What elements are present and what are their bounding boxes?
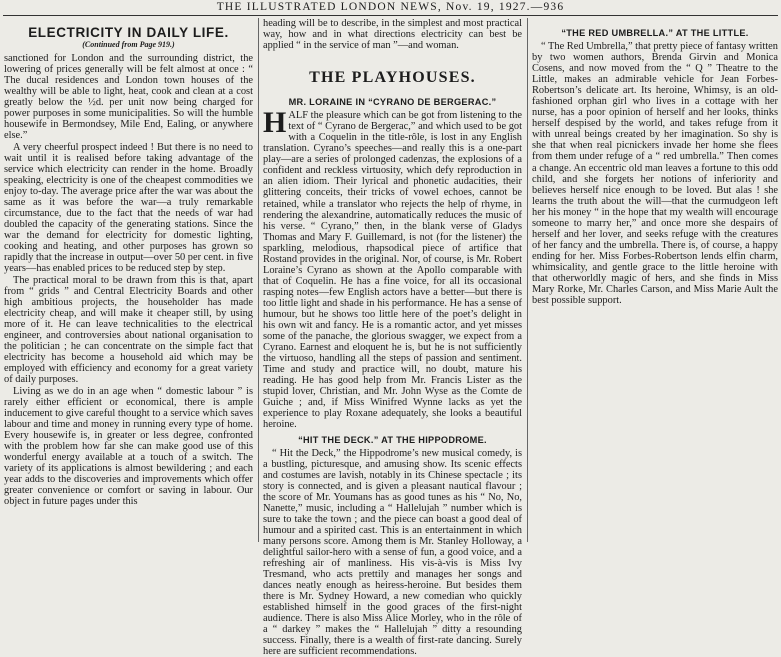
hit-the-deck-review: “ Hit the Deck,” the Hippodrome’s new musical comedy, is a bustling, picturesque, and amusing show. Its scenic effects and costumes are lavish, notably in its Chinese spectacle ; its story is connected, and is given a pleasant nautical flavour ; the score of Mr. Youmans has as good tunes as his “ No, No, Nanette,” music, including a “ Hallelujah ” number which is sure to take the town ; and the piece can boast a good deal of humour and a spirited cast. This is an entertainment in which many persons score. Among them is Mr. Stanley Holloway, a delightful sailor-hero with a sense of fun, a good voice, and a refreshing air of manliness. His vis-à-vis is Miss Ivy Tresmand, who acts prettily and manages her songs and dances neatly enough as heiress-heroine. But besides them there is Mr. Sydney Howard, a new comedian who quickly established himself in the good graces of the first-night audience. There is also Miss Alice Morley, who in the rôle of a “ darkey ” makes the “ Hallelujah ” ditty a resounding success. Finally, there is a wealth of first-rate dancing. Surely here are sufficient recommendations.	[263, 448, 522, 657]
red-umbrella-review: “ The Red Umbrella,” that pretty piece of fantasy written by two women authors, Brenda Girvin and Monica Cosens, and now moved from the “ Q ” Theatre to the Little, makes an admirable vehicle for Jean Forbes-Robertson’s delicate art. Its heroine, Whimsy, is an old-fashioned orphan girl who lives in a cottage with her nurse, has a poor opinion of herself and her looks, thinks herself despised by the world, and takes refuge from it with unreal beings created by her imagination. So shy is she that when real picnickers invade her home she flees from them under refuge of a “ red umbrella.” Then comes a change. An eccentric old man leaves a fortune to this odd child, and she forgets her notions of inferiority and believes herself nice enough to be loved. But alas ! she learns the truth about the will—that the curmudgeon left her his money “ in the hope that my wealth will encourage someone to marry her,” and once more she despairs of herself and her lover, and seeks refuge with the creatures of her fancy and the umbrella. There is, of course, a happy ending for her. Miss Forbes-Robertson lends elfin charm, whimsicality, and gentle grace to the little heroine with that otherworldly magic of hers, and she finds in Miss Mary Rorke, Mr. Charles Carson, and Miss Marie Ault the best possible support.	[532, 41, 778, 306]
electricity-paragraph: heading will be to describe, in the simplest and most practical way, how and in what directions electricity can best be applied “ in the service of man ”—and woman.	[263, 18, 522, 51]
electricity-paragraph: Living as we do in an age when “ domestic labour ” is rarely either efficient or economical, there is ample inducement to give careful thought to a service which saves labour and time and money in running every type of home. Every housewife is, in greater or less degree, confronted with the problem how far she can make good use of this wonderful energy available at a touch of a switch. The variety of its applications is almost bewildering ; and each year adds to the discoveries and improvements which offer greater convenience or comfort or saving in labour. Our object in future pages under this	[4, 386, 253, 508]
electricity-title: ELECTRICITY IN DAILY LIFE.	[4, 25, 253, 40]
column-2	[263, 18, 522, 542]
masthead-rule	[3, 15, 778, 16]
drop-cap: H	[263, 111, 286, 135]
cyrano-heading: MR. LORAINE IN “CYRANO DE BERGERAC.”	[263, 97, 522, 108]
cyrano-text: ALF the pleasure which can be got from listening to the text of “ Cyrano de Bergerac,” and which used to be got with a Coquelin in the title-rôle, is lost in any English translation. Cyrano’s speeches—and really this is a one-part play—are a series of prolonged cadenzas, the explosions of a confident and reckless virtuosity, which defy reproduction in an alien idiom. Their lyrical and phonetic audacities, their glittering conceits, their tricks of vowel echoes, cannot be retained, while a translator who rejects the help of rhyme, in rendering the alexandrine, automatically reduces the music of his verse. “ Cyrano,” then, in the blank verse of Gladys Thomas and Mary F. Guillemard, is not (for the listener) the sparkling, melodious, rhapsodical piece of artifice that Rostand provides in the original. Nor, of course, is Mr. Robert Loraine’s Cyrano as shown at the Apollo comparable with that of Coquelin. He has a fine voice, for all its occasional rasping notes—few English actors have a better—but there is too little light and shade in his performance. He has a sense of humour, but he shows too little here of the poet’s delight in his own wit and fancy. He is a romantic actor, and yet misses some of the panache, the glorious swagger, we expect from a Cyrano. Earnest and eloquent he is, but he is not sufficiently the virtuoso, handling all the steps of passion and sentiment. Time and study and practice will, no doubt, mature his reading. He has good help from Mr. Francis Lister as the stupid lover, Christian, and Mr. John Wyse as the Comte de Guiche ; and, if Miss Winifred Wynne lacks as yet the experience to play Roxane adequately, she looks a beautiful heroine.	[263, 110, 522, 430]
column-3	[532, 18, 778, 542]
column-1	[4, 18, 253, 542]
column-divider	[258, 18, 259, 542]
column-divider	[527, 18, 528, 542]
hit-the-deck-heading: “HIT THE DECK.” AT THE HIPPODROME.	[263, 435, 522, 446]
electricity-paragraph: sanctioned for London and the surrounding district, the lowering of prices generally will be felt almost at once : “ The ducal residences and London town houses of the wealthy will be able to light, heat, cook and clean at a cost greatly below the ½d. per unit now being charged for power purposes in some municipalities. So will the humble housewife in Bermondsey, Mile End, Ealing, or anywhere else.”	[4, 53, 253, 141]
red-umbrella-heading: “THE RED UMBRELLA.” AT THE LITTLE.	[532, 28, 778, 39]
continued-note: (Continued from Page 919.)	[4, 40, 253, 50]
playhouses-title: THE PLAYHOUSES.	[263, 69, 522, 87]
electricity-paragraph: The practical moral to be drawn from this is that, apart from “ grids ” and Central Electricity Boards and other high ambitious projects, the householder has made electricity cheap, and will make it cheaper still, by using more of it. He can leave technicalities to the electrical engineer, and controversies about national organisation to the politician ; he can concentrate on the simple fact that electricity has become a household aid which may be employed with efficiency and economy for a great variety of daily purposes.	[4, 275, 253, 385]
electricity-paragraph: A very cheerful prospect indeed ! But there is no need to wait until it is realised before taking advantage of the service which electricity can render in the home. Broadly speaking, electricity is one of the cheapest commodities we enjoy to-day. The average price after the war was about the same as it was before the war—a truly remarkable circumstance, due to the fact that the needs of war had doubled the capacity of the generating stations. Since the war the demand for electricity for domestic lighting, cooking and heating, and other purposes has grown so rapidly that the increase in output—over 50 per cent. in five years—has enabled prices to be reduced step by step.	[4, 142, 253, 275]
cyrano-review	[263, 110, 522, 430]
masthead: THE ILLUSTRATED LONDON NEWS, Nov. 19, 1927.—936	[0, 0, 781, 14]
